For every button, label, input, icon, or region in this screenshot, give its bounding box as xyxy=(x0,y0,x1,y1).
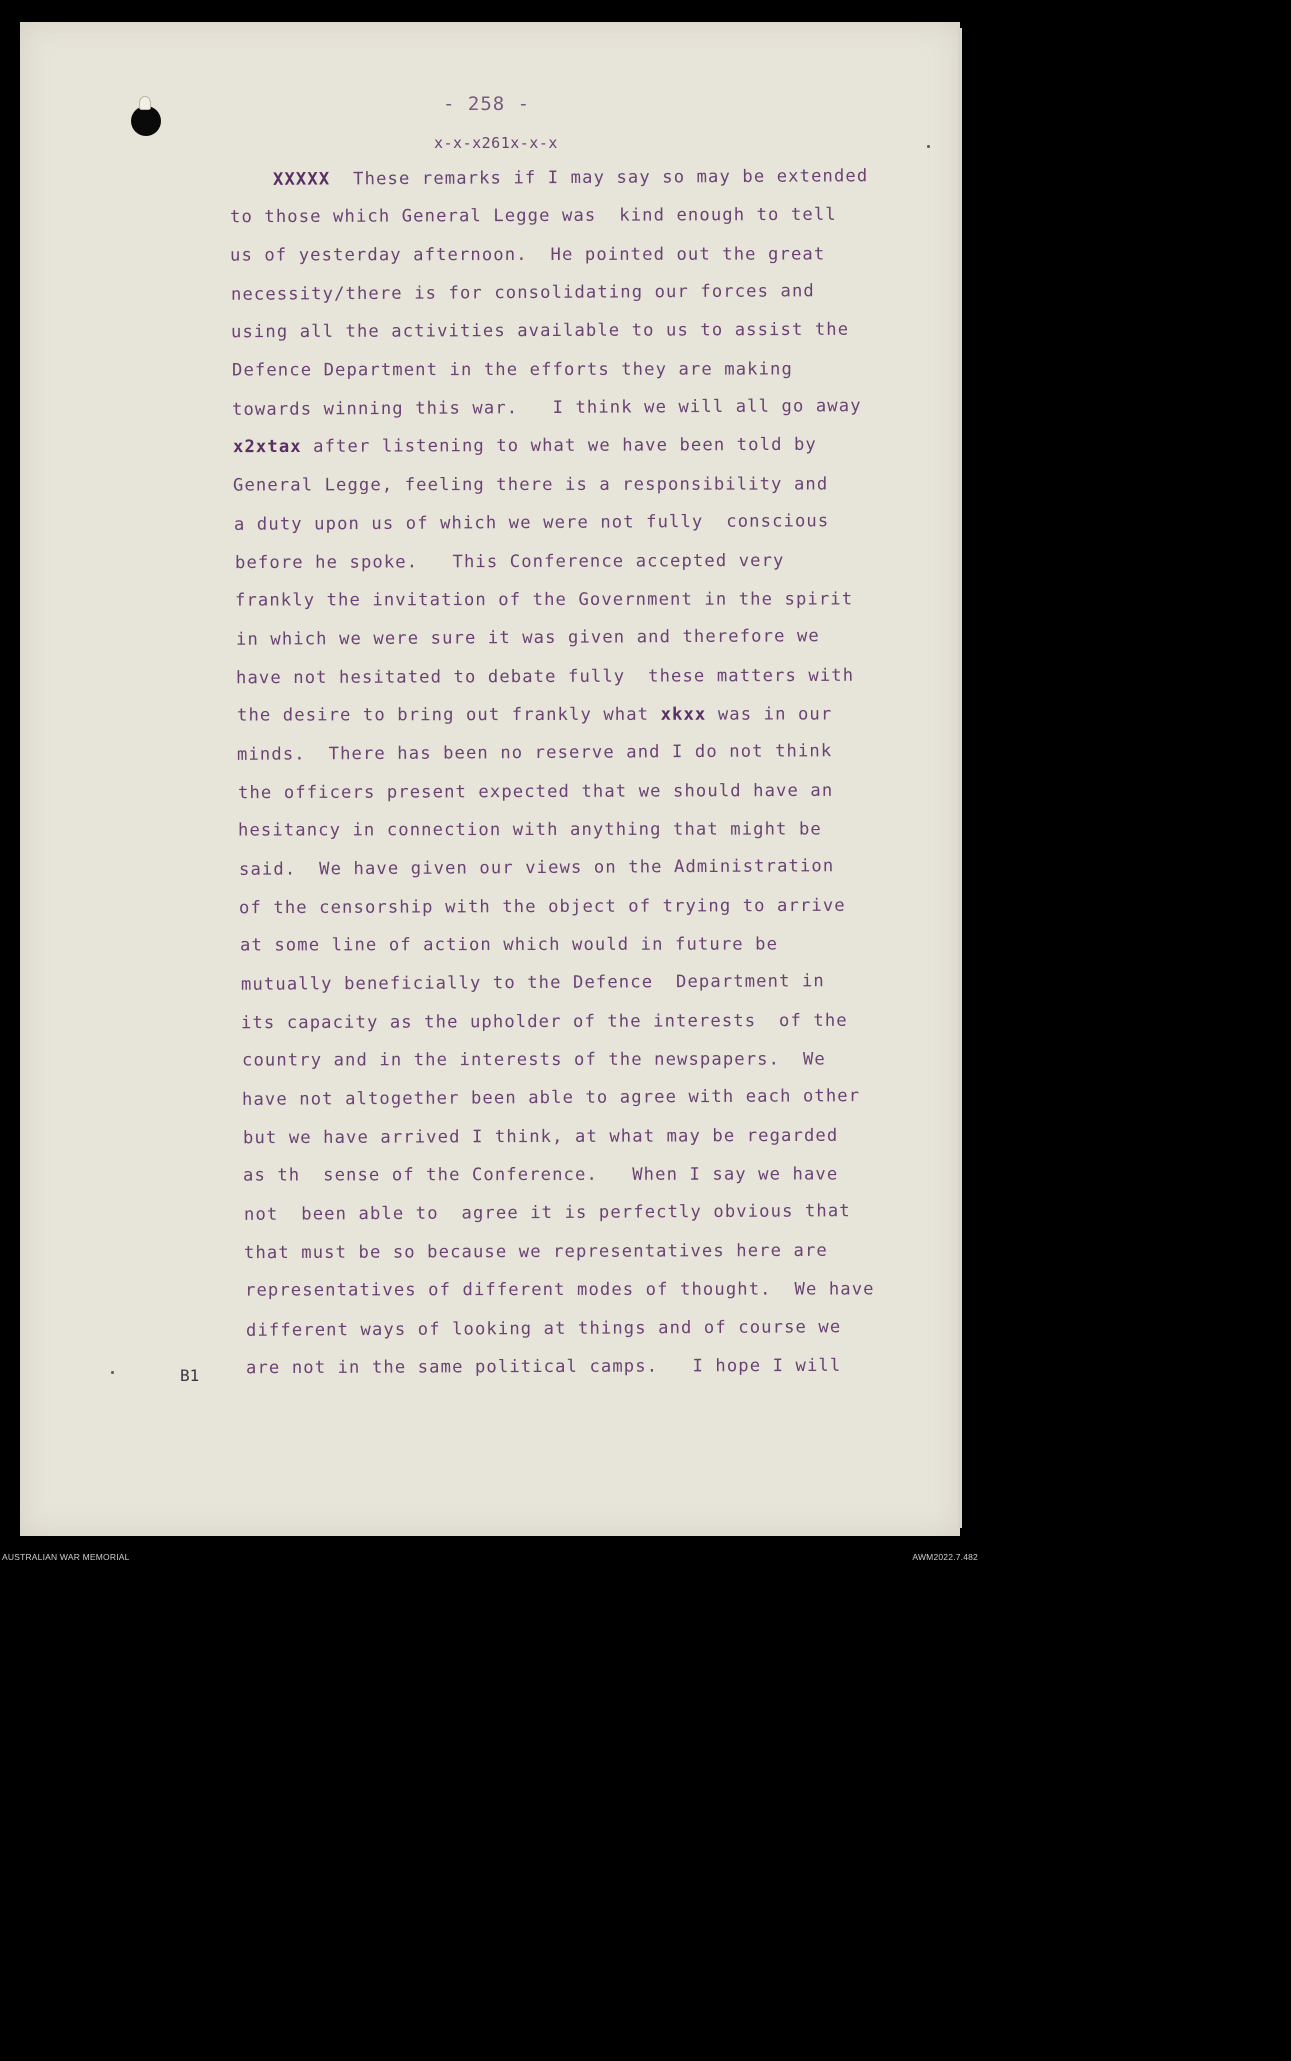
text-line xyxy=(234,511,829,535)
text-run: before he spoke. This Conference accepted very xyxy=(234,550,785,573)
speck-mark xyxy=(927,145,930,148)
text-line xyxy=(238,819,822,840)
text-line xyxy=(238,780,833,802)
text-run: Defence Department in the efforts they are making xyxy=(231,359,793,381)
text-run: of the censorship with the object of trying to arrive xyxy=(239,895,847,918)
text-run: These remarks if I may say so may be extended xyxy=(330,166,869,190)
page-edge xyxy=(958,28,962,1528)
text-run: different ways of looking at things and of course we xyxy=(245,1316,841,1341)
text-line xyxy=(231,281,815,305)
text-run: the officers present expected that we should have an xyxy=(237,780,834,803)
struck-out-text: xkxx xyxy=(660,704,707,725)
text-line xyxy=(243,1126,838,1148)
struck-page-number: x-x-x261x-x-x xyxy=(434,134,558,152)
text-run: not been able to agree it is perfectly obvious that xyxy=(243,1201,851,1226)
text-line xyxy=(273,166,868,190)
text-run: representatives of different modes of thought. We have xyxy=(244,1279,875,1301)
text-run: necessity/there is for consolidating our forces and xyxy=(230,281,815,305)
text-run: the desire to bring out frankly what xyxy=(236,704,661,726)
text-run: after listening to what we have been told by xyxy=(301,435,817,458)
text-run: frankly the invitation of the Government in the spirit xyxy=(235,589,854,611)
page-number: - 258 - xyxy=(443,93,531,115)
text-line xyxy=(231,320,849,342)
text-line xyxy=(243,1165,838,1186)
text-line xyxy=(237,704,832,725)
text-line xyxy=(232,396,862,420)
text-run: a duty upon us of which we were not fully conscious xyxy=(233,511,830,535)
text-line xyxy=(240,934,778,955)
punch-tab-icon xyxy=(139,96,151,110)
text-run: at some line of action which would in future be xyxy=(239,934,779,956)
text-run: have not hesitated to debate fully these matters with xyxy=(236,665,855,688)
text-run: to those which General Legge was kind enough to tell xyxy=(229,205,837,228)
text-run: that must be so because we representatives here are xyxy=(244,1240,829,1263)
margin-mark: B1 xyxy=(180,1366,200,1385)
text-run: us of yesterday afternoon. He pointed out the great xyxy=(230,244,826,266)
text-run: are not in the same political camps. I hope I will xyxy=(246,1355,842,1379)
text-line xyxy=(233,474,828,495)
text-line xyxy=(233,435,817,457)
struck-out-text: x2xtax xyxy=(232,437,302,458)
speck-mark xyxy=(111,1371,114,1374)
text-line xyxy=(240,972,824,996)
text-run: using all the activities available to us to assist the xyxy=(231,320,850,343)
archive-reference: AWM2022.7.482 xyxy=(912,1552,978,1562)
struck-out-text: XXXXX xyxy=(272,169,331,190)
text-line xyxy=(245,1280,875,1301)
text-run: as th sense of the Conference. When I say we have xyxy=(243,1164,839,1186)
archive-credit: AUSTRALIAN WAR MEMORIAL xyxy=(2,1552,130,1562)
text-run: have not altogether been able to agree with each other xyxy=(242,1086,861,1111)
text-run: country and in the interests of the newspapers. We xyxy=(241,1049,826,1071)
text-run: General Legge, feeling there is a responsibility and xyxy=(233,474,829,496)
text-run: towards winning this war. I think we will all go away xyxy=(232,396,862,421)
text-line xyxy=(239,856,834,880)
text-run: hesitancy in connection with anything that might be xyxy=(238,819,823,841)
text-run: its capacity as the upholder of the interests of the xyxy=(241,1010,848,1033)
text-line xyxy=(237,741,832,765)
text-line xyxy=(235,589,853,610)
text-run: but we have arrived I think, at what may be regarded xyxy=(242,1125,839,1148)
text-line xyxy=(232,359,793,380)
text-line xyxy=(230,244,825,265)
text-line xyxy=(241,1010,848,1032)
text-run: minds. There has been no reserve and I do not think xyxy=(237,741,833,766)
text-line xyxy=(245,1317,840,1341)
text-line xyxy=(242,1049,826,1070)
punch-hole-icon xyxy=(131,106,161,136)
text-run: said. We have given our views on the Administration xyxy=(238,856,835,881)
text-line xyxy=(234,550,784,572)
text-line xyxy=(230,205,837,227)
text-run: mutually beneficially to the Defence Department in xyxy=(240,971,825,996)
text-line xyxy=(236,665,854,687)
text-line xyxy=(236,626,820,650)
text-line xyxy=(246,1356,841,1378)
text-run: in which we were sure it was given and therefore we xyxy=(235,626,820,650)
text-line xyxy=(244,1241,828,1263)
text-line xyxy=(239,895,846,917)
text-run: was in our xyxy=(706,704,833,725)
